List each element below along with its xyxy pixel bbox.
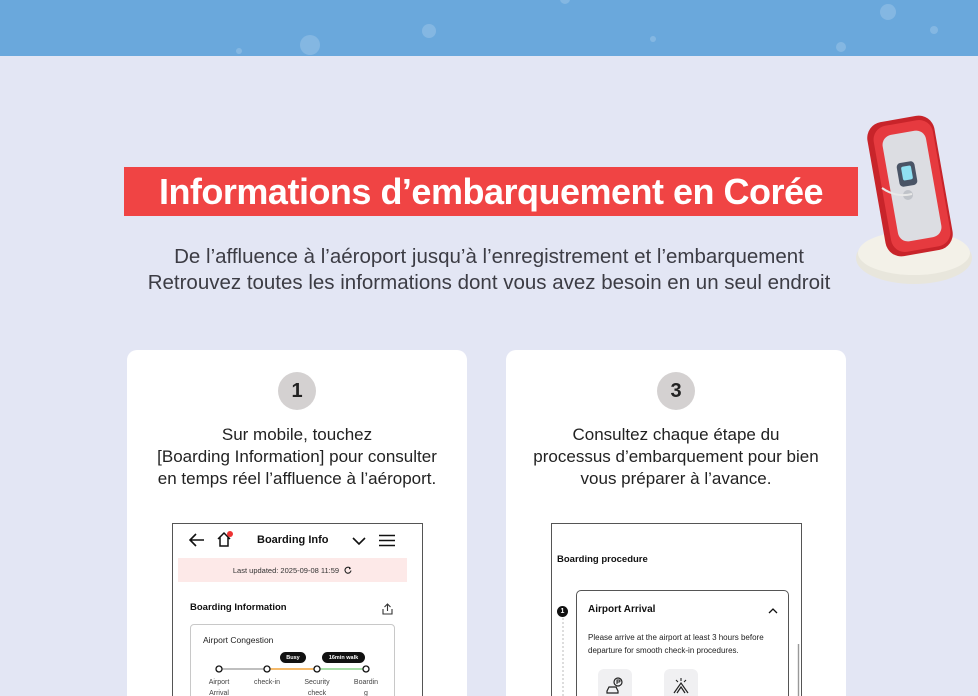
last-updated-text: Last updated: 2025-09-08 11:59 <box>232 565 340 575</box>
step-number-badge: 1 <box>278 372 316 410</box>
procedure-step-number: 1 <box>557 606 568 617</box>
airport-arrival-panel[interactable] <box>576 590 789 696</box>
timeline-label-security: Security check <box>304 679 330 696</box>
step-text-line: Sur mobile, touchez <box>221 425 373 444</box>
step-description <box>141 424 453 490</box>
step-text-line: processus d’embarquement pour bien <box>533 447 819 466</box>
procedure-title: Boarding procedure <box>557 554 648 565</box>
app-header <box>173 524 422 558</box>
app-header-title: Boarding Info <box>257 534 329 546</box>
top-banner <box>0 0 978 56</box>
menu-icon[interactable] <box>379 534 395 547</box>
timeline-label-boarding: Boardin g <box>353 679 379 696</box>
section-title: Boarding Information <box>190 602 287 613</box>
busy-badge: Busy <box>280 652 306 663</box>
step-text-line: [Boarding Information] pour consulter <box>157 447 437 466</box>
step-number-badge: 3 <box>657 372 695 410</box>
panel-title: Airport Arrival <box>588 604 656 615</box>
congestion-label: Airport Congestion <box>203 635 274 645</box>
step-text-line: vous préparer à l’avance. <box>580 469 772 488</box>
share-icon[interactable] <box>382 603 393 615</box>
timeline-label-arrival: Airport Arrival <box>208 679 230 696</box>
kiosk-illustration <box>852 110 978 290</box>
boarding-procedure-screenshot <box>551 523 802 696</box>
walk-time-badge: 16min walk <box>322 652 365 663</box>
last-updated-bar <box>178 558 407 582</box>
step-text-line: Consultez chaque étape du <box>572 425 780 444</box>
home-icon[interactable] <box>216 531 234 547</box>
step-card-1 <box>127 350 467 696</box>
step-description <box>520 424 832 490</box>
back-arrow-icon[interactable] <box>189 533 205 547</box>
page-title-banner <box>124 167 858 216</box>
step-card-3 <box>506 350 846 696</box>
step-text-line: en temps réel l’affluence à l’aéroport. <box>157 469 437 488</box>
congestion-timeline <box>191 663 396 675</box>
refresh-icon[interactable] <box>344 566 352 574</box>
chevron-up-icon[interactable] <box>768 607 778 614</box>
page-title: Informations d’embarquement en Corée <box>158 170 824 212</box>
step-connector-line <box>561 618 565 696</box>
scrollbar-track[interactable] <box>797 644 800 696</box>
panel-description: Please arrive at the airport at least 3 hours before departure for smooth check-in procedures. <box>588 633 764 655</box>
terminal-icon <box>664 669 698 696</box>
chevron-down-icon[interactable] <box>352 536 366 546</box>
subtitle-line-2: Retrouvez toutes les informations dont vous avez besoin en un seul endroit <box>147 271 831 294</box>
subtitle-line-1: De l’affluence à l’aéroport jusqu’à l’enregistrement et l’embarquement <box>174 245 804 268</box>
boarding-info-screenshot <box>172 523 423 696</box>
congestion-panel <box>190 624 395 696</box>
parking-car-icon <box>598 669 632 696</box>
timeline-label-checkin: check-in <box>253 679 281 686</box>
